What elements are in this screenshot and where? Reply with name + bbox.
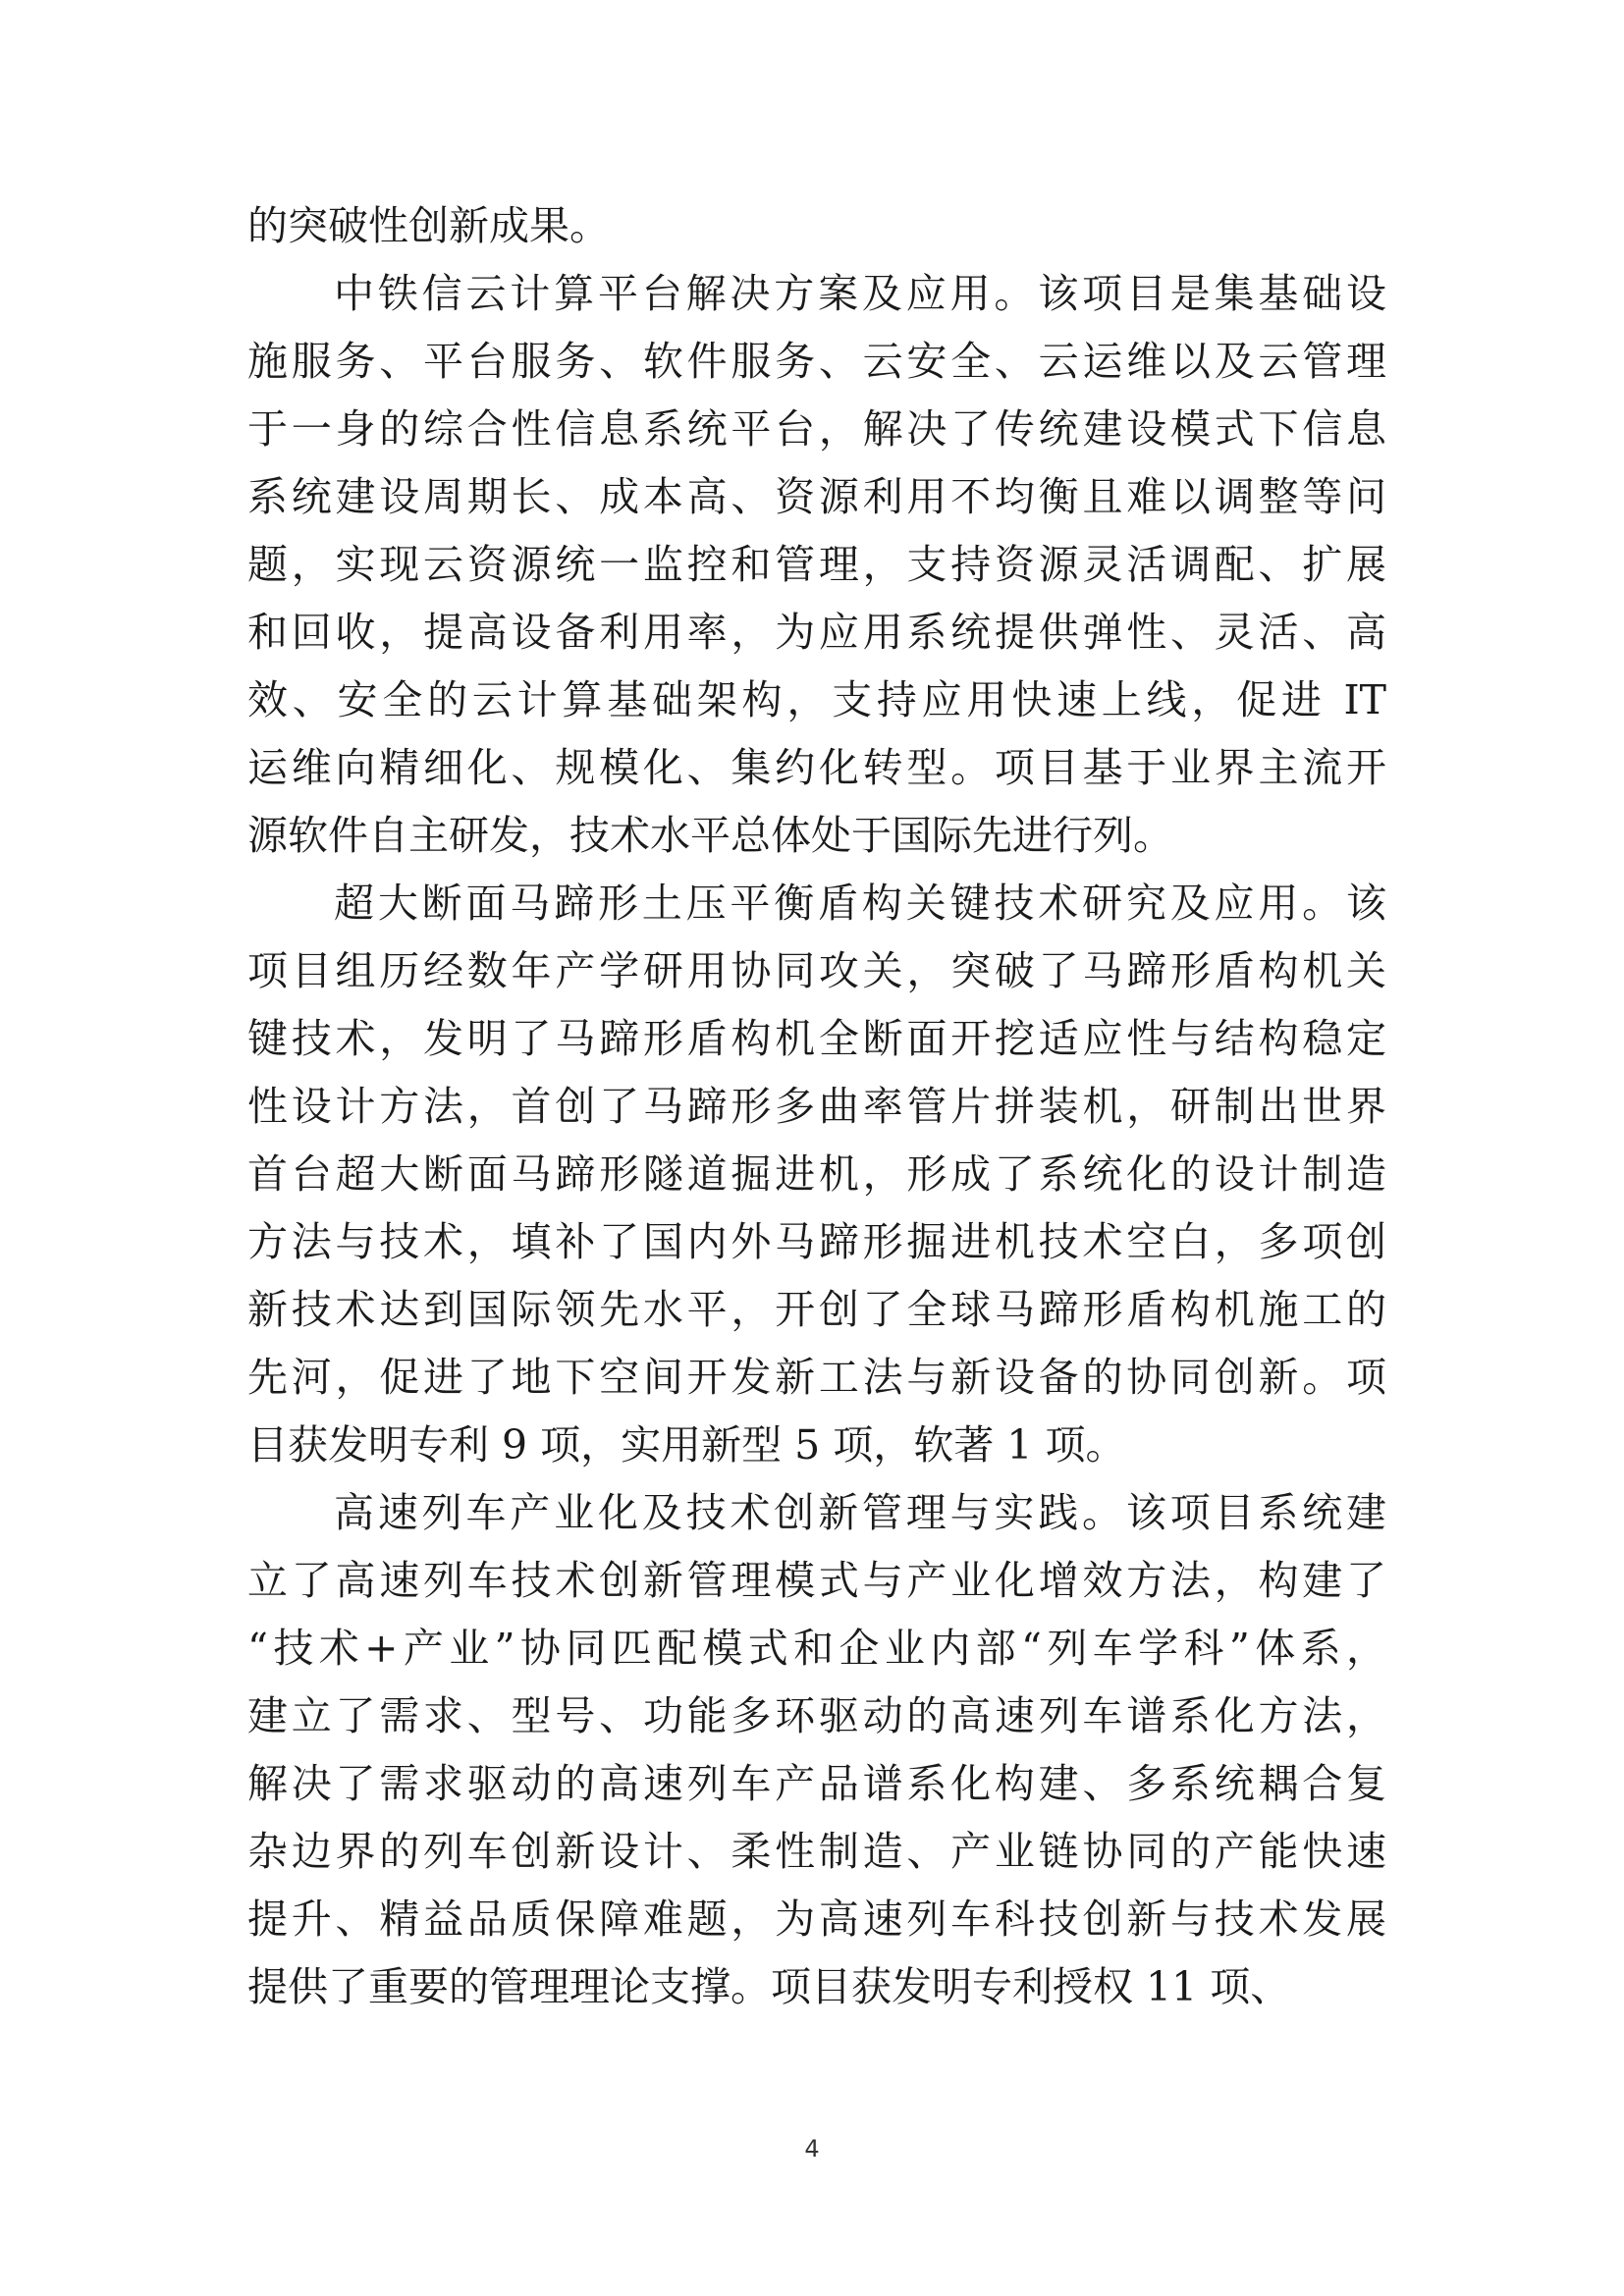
- text-line: 于一身的综合性信息系统平台，解决了传统建设模式下信息: [247, 405, 1386, 453]
- text-line: 项目组历经数年产学研用协同攻关，突破了马蹄形盾构机关: [247, 947, 1386, 994]
- paragraph: [247, 870, 1386, 1479]
- text-line: 目获发明专利 9 项，实用新型 5 项，软著 1 项。: [247, 1421, 1126, 1468]
- text-line: “技术+产业”协同匹配模式和企业内部“列车学科”体系，: [247, 1625, 1386, 1672]
- text-line: 新技术达到国际领先水平，开创了全球马蹄形盾构机施工的: [247, 1286, 1386, 1333]
- text-line: 和回收，提高设备利用率，为应用系统提供弹性、灵活、高: [247, 609, 1386, 656]
- text-line: 杂边界的列车创新设计、柔性制造、产业链协同的产能快速: [247, 1828, 1386, 1875]
- text-line: 方法与技术，填补了国内外马蹄形掘进机技术空白，多项创: [247, 1218, 1386, 1265]
- text-line: 超大断面马蹄形土压平衡盾构关键技术研究及应用。该: [334, 880, 1386, 927]
- text-line: 源软件自主研发，技术水平总体处于国际先进行列。: [247, 812, 1173, 859]
- text-line: 解决了需求驱动的高速列车产品谱系化构建、多系统耦合复: [247, 1760, 1386, 1807]
- paragraph: [247, 260, 1386, 870]
- text-line: 提升、精益品质保障难题，为高速列车科技创新与技术发展: [247, 1896, 1386, 1943]
- text-line: 性设计方法，首创了马蹄形多曲率管片拼装机，研制出世界: [247, 1083, 1386, 1130]
- text-line: 效、安全的云计算基础架构，支持应用快速上线，促进 IT: [247, 676, 1386, 723]
- text-line: 施服务、平台服务、软件服务、云安全、云运维以及云管理: [247, 338, 1386, 385]
- page-number: 4: [804, 2135, 820, 2163]
- text-line: 建立了需求、型号、功能多环驱动的高速列车谱系化方法，: [247, 1692, 1386, 1739]
- document-body: [247, 192, 1386, 2021]
- text-line: 的突破性创新成果。: [247, 202, 610, 249]
- text-line: 题，实现云资源统一监控和管理，支持资源灵活调配、扩展: [247, 541, 1386, 588]
- paragraph: [247, 1479, 1386, 2021]
- text-line: 系统建设周期长、成本高、资源利用不均衡且难以调整等问: [247, 473, 1386, 520]
- text-line: 先河，促进了地下空间开发新工法与新设备的协同创新。项: [247, 1354, 1386, 1401]
- text-line: 立了高速列车技术创新管理模式与产业化增效方法，构建了: [247, 1557, 1386, 1604]
- text-line: 中铁信云计算平台解决方案及应用。该项目是集基础设: [334, 270, 1386, 317]
- text-line: 高速列车产业化及技术创新管理与实践。该项目系统建: [334, 1489, 1386, 1536]
- text-line: 运维向精细化、规模化、集约化转型。项目基于业界主流开: [247, 744, 1386, 791]
- text-line: 提供了重要的管理理论支撑。项目获发明专利授权 11 项、: [247, 1963, 1291, 2010]
- text-line: 键技术，发明了马蹄形盾构机全断面开挖适应性与结构稳定: [247, 1015, 1386, 1062]
- text-line: 首台超大断面马蹄形隧道掘进机，形成了系统化的设计制造: [247, 1150, 1386, 1198]
- paragraph: [247, 192, 1386, 260]
